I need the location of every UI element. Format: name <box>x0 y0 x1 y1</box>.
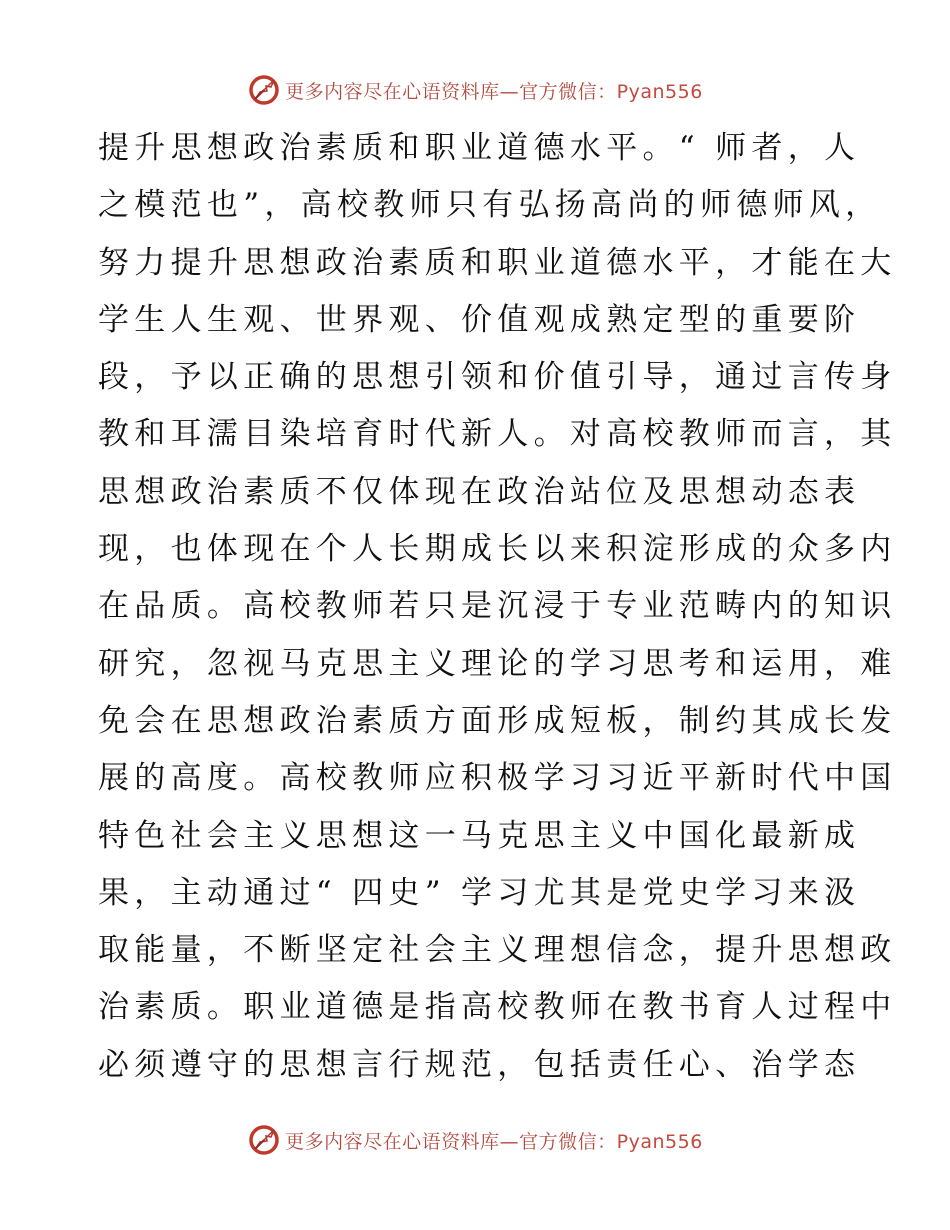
body-line-3: 努力提升思想政治素质和职业道德水平，才能在大 <box>98 244 897 281</box>
body-line-2: 之模范也”，高校教师只有弘扬高尚的师德师风， <box>98 187 882 224</box>
body-line-15: 取能量，不断坚定社会主义理想信念，提升思想政 <box>98 932 897 969</box>
header-wechat-handle: Pyan556 <box>616 80 703 103</box>
body-line-5: 段，予以正确的思想引领和价值引导，通过言传身 <box>98 359 897 396</box>
footer-banner-inner <box>247 1123 703 1157</box>
body-line-11: 免会在思想政治素质方面形成短板，制约其成长发 <box>98 702 897 739</box>
header-banner-label: 更多内容尽在心语资料库—官方微信： <box>285 80 617 103</box>
footer-banner-label: 更多内容尽在心语资料库—官方微信： <box>285 1130 617 1153</box>
header-banner <box>0 70 950 110</box>
body-line-14: 果，主动通过“ 四史” 学习尤其是党史学习来汲 <box>98 874 861 911</box>
document-body <box>98 120 897 1094</box>
footer-banner-text <box>285 1127 703 1154</box>
header-banner-inner <box>247 73 703 107</box>
body-line-8: 现，也体现在个人长期成长以来积淀形成的众多内 <box>98 531 897 568</box>
quill-logo-icon <box>247 73 281 107</box>
body-line-13: 特色社会主义思想这一马克思主义中国化最新成 <box>98 817 861 854</box>
body-line-7: 思想政治素质不仅体现在政治站位及思想动态表 <box>98 473 861 510</box>
body-line-12: 展的高度。高校教师应积极学习习近平新时代中国 <box>98 760 897 797</box>
header-banner-text <box>285 77 703 104</box>
footer-wechat-handle: Pyan556 <box>616 1130 703 1153</box>
body-line-1: 提升思想政治素质和职业道德水平。“ 师者，人 <box>98 130 861 166</box>
footer-banner <box>0 1120 950 1160</box>
quill-logo-icon <box>247 1123 281 1157</box>
body-line-6: 教和耳濡目染培育时代新人。对高校教师而言，其 <box>98 416 897 453</box>
body-line-10: 研究，忽视马克思主义理论的学习思考和运用，难 <box>98 645 897 682</box>
body-line-9: 在品质。高校教师若只是沉浸于专业范畴内的知识 <box>98 588 897 625</box>
body-line-17: 必须遵守的思想言行规范，包括责任心、治学态 <box>98 1046 861 1083</box>
body-line-16: 治素质。职业道德是指高校教师在教书育人过程中 <box>98 989 897 1026</box>
body-line-4: 学生人生观、世界观、价值观成熟定型的重要阶 <box>98 301 861 338</box>
